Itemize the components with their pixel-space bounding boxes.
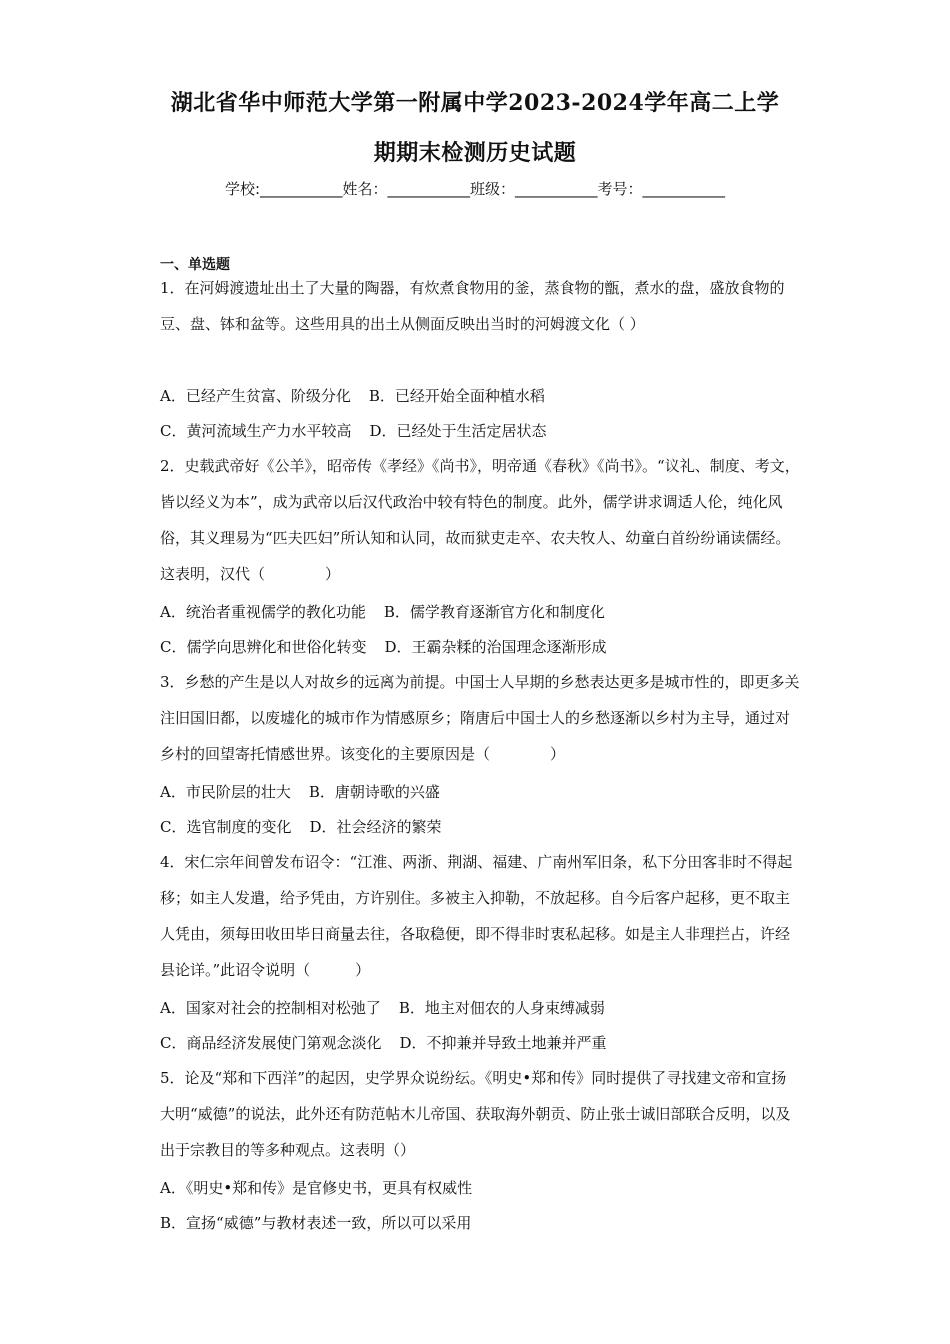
question-1-option-c: C．黄河流域生产力水平较高 bbox=[160, 422, 352, 440]
question-4-option-b: B．地主对佃农的人身束缚减弱 bbox=[398, 999, 605, 1017]
question-2-options-row1 bbox=[160, 602, 800, 622]
question-2-option-c: C．儒学向思辨化和世俗化转变 bbox=[160, 638, 367, 656]
question-1-option-a: A．已经产生贫富、阶级分化 bbox=[160, 387, 351, 405]
question-2-option-b: B．儒学教育逐渐官方化和制度化 bbox=[383, 603, 605, 621]
question-4-option-a: A．国家对社会的控制相对松弛了 bbox=[160, 999, 381, 1017]
question-1-options-row2 bbox=[160, 421, 800, 441]
question-4-option-c: C．商品经济发展使门第观念淡化 bbox=[160, 1034, 382, 1052]
question-3-option-d: D．社会经济的繁荣 bbox=[309, 818, 442, 836]
question-3-options-row1 bbox=[160, 782, 800, 802]
question-4-option-d: D．不抑兼并导致土地兼并严重 bbox=[399, 1034, 607, 1052]
question-4-options-row1 bbox=[160, 998, 800, 1018]
student-info-line: 学校:___________姓名：___________班级：___________考号：___________ bbox=[224, 180, 726, 198]
question-1-options-row1 bbox=[160, 386, 800, 406]
question-3-option-c: C．选官制度的变化 bbox=[160, 818, 292, 836]
question-4-options-row2 bbox=[160, 1033, 800, 1053]
question-3-options-row2 bbox=[160, 817, 800, 837]
section-heading: 一、单选题 bbox=[160, 257, 230, 273]
question-4-stem: 4．宋仁宗年间曾发布诏令：“江淮、两浙、荆湖、福建、广南州军旧条，私下分田客非时不得起移；如主人发遣，给予凭由，方许别住。多被主入抑勒，不放起移。自今后客户起移，更不取主人凭由，须每田收田毕日商量去往，各取稳便，即不得非时衷私起移。如是主人非理拦占，许经县论详。”此诏令说明（ ） bbox=[160, 853, 793, 979]
question-3-stem: 3．乡愁的产生是以人对故乡的远离为前提。中国士人早期的乡愁表达更多是城市性的，即更多关注旧国旧都，以废墟化的城市作为情感原乡；隋唐后中国士人的乡愁逐渐以乡村为主导，通过对乡村的回望寄托情感世界。该变化的主要原因是（ ） bbox=[160, 673, 800, 763]
question-1-option-b: B．已经开始全面种植水稻 bbox=[368, 387, 545, 405]
question-5-option-a: A．《明史•郑和传》是官修史书，更具有权威性 bbox=[160, 1179, 473, 1197]
question-5-stem: 5．论及“郑和下西洋”的起因，史学界众说纷纭。《明史•郑和传》同时提供了寻找建文帝和宣扬大明“威德”的说法，此外还有防范帖木儿帝国、获取海外朝贡、防止张士诚旧部联合反明，以及出于宗教目的等多种观点。这表明（） bbox=[160, 1069, 791, 1159]
exam-title-line1: 湖北省华中师范大学第一附属中学2023-2024学年高二上学 bbox=[170, 90, 780, 116]
question-3-option-a: A．市民阶层的壮大 bbox=[160, 783, 291, 801]
question-2-options-row2 bbox=[160, 637, 800, 657]
question-1-stem: 1．在河姆渡遗址出土了大量的陶器，有炊煮食物用的釜，蒸食物的甑，煮水的盘，盛放食物的豆、盘、钵和盆等。这些用具的出土从侧面反映出当时的河姆渡文化（ ） bbox=[160, 279, 785, 333]
exam-title-line2: 期期末检测历史试题 bbox=[373, 140, 577, 166]
question-2-option-d: D．王霸杂糅的治国理念逐渐形成 bbox=[384, 638, 607, 656]
question-5-option-b: B．宣扬“威德”与教材表述一致，所以可以采用 bbox=[160, 1214, 472, 1232]
question-2-stem: 2．史载武帝好《公羊》，昭帝传《孝经》《尚书》，明帝通《春秋》《尚书》。“议礼、制度、考文，皆以经义为本”，成为武帝以后汉代政治中较有特色的制度。此外，儒学讲求调适人伦，纯化风俗，其义理易为“匹夫匹妇”所认知和认同，故而狱吏走卒、农夫牧人、幼童白首纷纷诵读儒经。这表明，汉代（ ） bbox=[160, 457, 800, 583]
question-2-option-a: A．统治者重视儒学的教化功能 bbox=[160, 603, 366, 621]
question-3-option-b: B．唐朝诗歌的兴盛 bbox=[308, 783, 440, 801]
question-1-option-d: D．已经处于生活定居状态 bbox=[369, 422, 547, 440]
